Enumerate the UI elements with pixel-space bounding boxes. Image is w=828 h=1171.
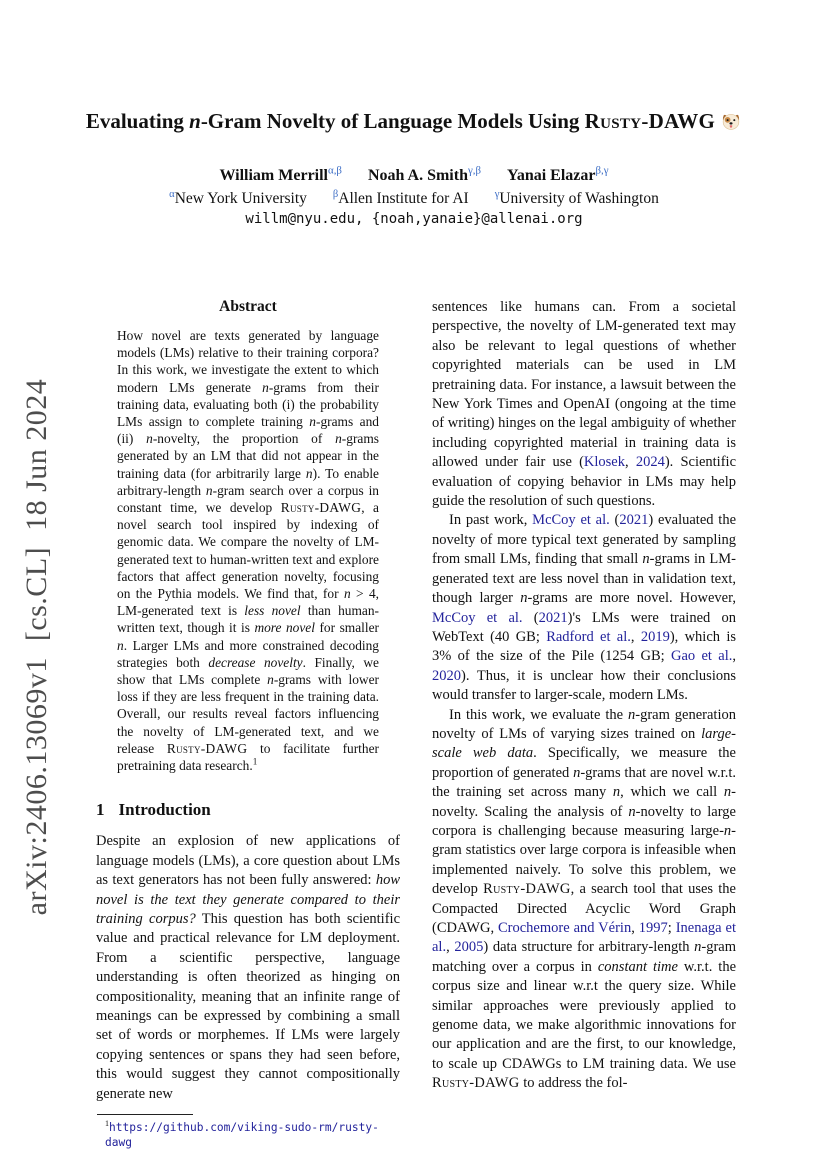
citation-link[interactable]: 2019 <box>640 628 670 645</box>
author-list <box>0 164 828 185</box>
text-segment: more novel <box>254 620 315 636</box>
section-title: Introduction <box>118 800 211 820</box>
text-segment: γ <box>494 188 500 200</box>
two-column-layout <box>96 298 736 1166</box>
text-segment: ), which is 3% of the size of the Pile (1254 GB; <box>432 628 737 665</box>
citation-link[interactable]: McCoy et al. <box>432 609 523 626</box>
text-segment: 1 <box>252 756 258 767</box>
affiliation-list <box>0 190 828 208</box>
intro-paragraph <box>96 832 400 1104</box>
text-segment: than human-written text, though it is <box>117 603 380 636</box>
text-segment: -gram statistics over large corpora is infeasible when implemented naively. To solve this problem, we develop <box>432 822 736 898</box>
abstract-text <box>96 327 400 774</box>
text-segment: Evaluating <box>85 109 190 133</box>
text-segment: n <box>628 803 636 820</box>
text-segment: -grams are more novel. However, <box>527 590 736 607</box>
citation-link[interactable]: 1997 <box>638 920 668 936</box>
email-line: willm@nyu.edu, {noah,yanaie}@allenai.org <box>245 211 583 227</box>
text-segment: Rusty-DAWG <box>280 500 362 516</box>
citation-link[interactable]: Gao et al. <box>671 648 733 665</box>
text-segment: α <box>169 188 175 200</box>
text-segment: ). Scientific evaluation of copying behavior in LMs may help guide the resolution of such questions. <box>432 454 737 510</box>
text-segment: β <box>332 188 339 200</box>
footnote-text <box>96 1120 400 1150</box>
arxiv-watermark: arXiv:2406.13069v1 [cs.CL] 18 Jun 2024 <box>20 378 53 916</box>
left-column <box>96 298 400 1166</box>
text-segment: New York University <box>174 190 307 207</box>
text-segment: ). Thus, it is unclear how their conclusions would transfer to larger-scale, modern LMs. <box>432 667 736 704</box>
citation-link[interactable]: Radford et al. <box>546 628 631 645</box>
text-segment: n <box>205 482 213 498</box>
text-segment: -grams and (ii) <box>117 414 379 447</box>
text-segment: n <box>309 414 316 430</box>
footnote-marker: 1 <box>105 1119 110 1129</box>
text-segment: n <box>694 939 702 956</box>
citation-link[interactable]: Klosek <box>583 454 625 471</box>
text-segment: > 4, LM-generated text is <box>117 586 379 619</box>
text-segment: n <box>117 637 124 653</box>
text-segment: to address the fol- <box>519 1075 628 1092</box>
text-segment: n <box>642 551 650 568</box>
text-segment: ) evaluated the novelty of more typical text generated by sampling from small LMs, finding that small <box>432 512 736 568</box>
text-segment: w.r.t. the corpus size and linear w.r.t the query size. While similar approaches were previously applied to genome data, we make algorithmic innovations for our application and are the first, to our knowledge, to scale up CDAWGs to LM training data. We use <box>432 958 737 1072</box>
text-segment: . Specifically, we measure the proportion of generated <box>432 745 736 781</box>
text-segment: Allen Institute for AI <box>338 190 469 207</box>
text-segment: how novel is the text they generate compared to their training corpus? <box>96 872 400 927</box>
text-segment: Rusty-DAWG <box>483 881 571 898</box>
text-segment: This question has both scientific value and practical relevance for LM deployment. From a scientific perspective, language understanding is often theorized as hinging on compositionality, meaning that an infinite range of meanings can be expressed by combining a small set of words or morphemes. If LMs were largely copying sentences or spans they had seen before, this would suggest they cannot compositionally generate new <box>96 910 401 1102</box>
section-number: 1 <box>96 800 105 820</box>
text-segment: constant time <box>597 958 678 975</box>
text-segment: decrease novelty <box>208 654 303 670</box>
text-segment: n <box>612 784 621 801</box>
footnote-url <box>105 1120 379 1149</box>
text-segment: -Gram Novelty of Language Models Using <box>200 109 585 133</box>
text-segment: -grams from their training data, evaluating both (i) the probability LMs assign to complete training <box>117 379 379 430</box>
footnote-url-link[interactable]: https://github.com/viking-sudo-rm/rusty-dawg <box>105 1120 379 1149</box>
text-segment: n <box>189 109 201 133</box>
citation-link[interactable]: McCoy et al. <box>532 512 610 529</box>
text-segment: -grams in LM-generated text are less novel than in validation text, though larger <box>432 551 737 607</box>
text-segment: Rusty-DAWG <box>432 1075 520 1092</box>
text-segment: . Larger LMs and more constrained decoding strategies both <box>117 637 379 670</box>
text-segment: Rusty-DAWG <box>584 109 716 133</box>
text-segment: n <box>627 706 636 723</box>
text-segment: β,γ <box>595 164 609 177</box>
text-segment: -grams generated by an LM that did not appear in the training data (for arbitrarily large <box>117 431 379 481</box>
text-segment: University of Washington <box>499 190 659 207</box>
text-segment: -novelty. Scaling the analysis of <box>432 784 736 820</box>
text-segment: William Merrill <box>219 167 328 184</box>
text-segment: n <box>723 822 732 839</box>
text-segment: sentences like humans can. From a societal perspective, the novelty of LM-generated text may also be relevant to legal questions of whether copyrighted materials can be used in LM pretraining data. For instance, a lawsuit between the New York Times and OpenAI (ongoing at the time of writing) hinges on the legal ambiguity of whether including copyrighted material in training data is allowed under fair use ( <box>432 299 736 471</box>
text-segment: How novel are texts generated by language models (LMs) relative to their training corpora? In this work, we investigate the extent to which modern LMs generate <box>117 328 379 395</box>
text-segment: In this work, we evaluate the <box>449 706 628 723</box>
text-segment: to facilitate further pretraining data research. <box>117 740 380 774</box>
text-segment: -gram generation novelty of LMs of varying sizes trained on <box>432 706 736 742</box>
text-segment: -gram search over a corpus in constant time, we develop <box>117 482 379 516</box>
text-segment: -grams with lower loss if they are less frequent in the training data. Overall, our results reveal factors influencing the novelty of LM-generated text, and we release <box>117 672 379 756</box>
text-segment: less novel <box>244 603 301 619</box>
text-segment: , <box>446 939 455 956</box>
text-segment: -novelty, the proportion of <box>152 431 336 447</box>
right-column <box>432 298 736 1166</box>
text-segment: n <box>573 764 581 781</box>
text-segment: ; <box>667 920 676 936</box>
abstract-heading: Abstract <box>219 298 277 315</box>
text-segment: , <box>630 628 641 645</box>
text-segment: ( <box>609 512 620 529</box>
section-heading <box>96 800 400 820</box>
text-segment: n <box>305 465 313 481</box>
footnote-rule <box>97 1114 193 1115</box>
text-segment: γ,β <box>467 164 482 177</box>
body-paragraph <box>432 511 736 705</box>
text-segment: for smaller <box>314 620 379 636</box>
citation-link[interactable]: 2020 <box>432 667 461 684</box>
text-segment: -novelty to large corpora is challenging because measuring large- <box>432 803 736 839</box>
citation-link[interactable]: Crochemore and Vérin <box>498 920 632 936</box>
text-segment: n <box>267 672 274 688</box>
body-paragraph <box>432 298 736 511</box>
text-segment: Rusty-DAWG <box>166 740 248 756</box>
text-segment: -grams that are novel w.r.t. the training set across many <box>432 764 736 801</box>
text-segment: Yanai Elazar <box>507 167 596 184</box>
citation-link[interactable]: 2024 <box>635 454 665 471</box>
text-segment: n <box>335 431 342 447</box>
citation-link[interactable]: 2021 <box>619 512 649 529</box>
text-segment: ( <box>522 609 539 626</box>
text-segment: large-scale web data <box>432 725 736 762</box>
paper-title <box>0 109 828 138</box>
text-segment: . Finally, we show that LMs complete <box>117 654 379 688</box>
text-segment: n <box>146 431 153 447</box>
citation-link[interactable]: 2005 <box>454 939 484 956</box>
text-segment: , a search tool that uses the Compacted Directed Acyclic Word Graph (CDAWG, <box>432 881 736 936</box>
text-segment: ) data structure for arbitrary-length <box>483 939 695 956</box>
text-segment: n <box>343 586 351 602</box>
text-segment: n <box>520 590 528 607</box>
text-segment: n <box>723 784 732 801</box>
text-segment: Despite an explosion of new applications of language models (LMs), a core question about LMs as text generators has not been fully answered: <box>96 833 400 889</box>
text-segment: α,β <box>328 164 342 177</box>
body-paragraph <box>432 706 736 1094</box>
text-segment: , which we call <box>620 784 724 801</box>
text-segment: )'s LMs were trained on WebText (40 GB; <box>432 609 736 645</box>
text-segment: Noah A. Smith <box>367 167 468 184</box>
text-segment: -gram matching over a corpus in <box>432 939 736 975</box>
text-segment: In past work, <box>449 512 533 529</box>
citation-link[interactable]: Inenaga et al. <box>432 920 736 956</box>
text-segment: n <box>262 379 269 395</box>
citation-link[interactable]: 2021 <box>538 609 568 626</box>
paper-title-text <box>86 109 715 133</box>
text-segment: ). To enable arbitrary-length <box>117 465 380 498</box>
text-segment: , <box>625 454 636 471</box>
text-segment: , <box>732 648 736 665</box>
text-segment: , a novel search tool inspired by indexing of genomic data. We compare the novelty of LM-generated text to human-written text and explore factors that affect generation novelty, focusing on the Pythia models. We find that, for <box>117 500 379 602</box>
footnote <box>96 1114 400 1150</box>
text-segment: , <box>631 920 639 936</box>
dog-emoji-icon <box>720 113 742 137</box>
